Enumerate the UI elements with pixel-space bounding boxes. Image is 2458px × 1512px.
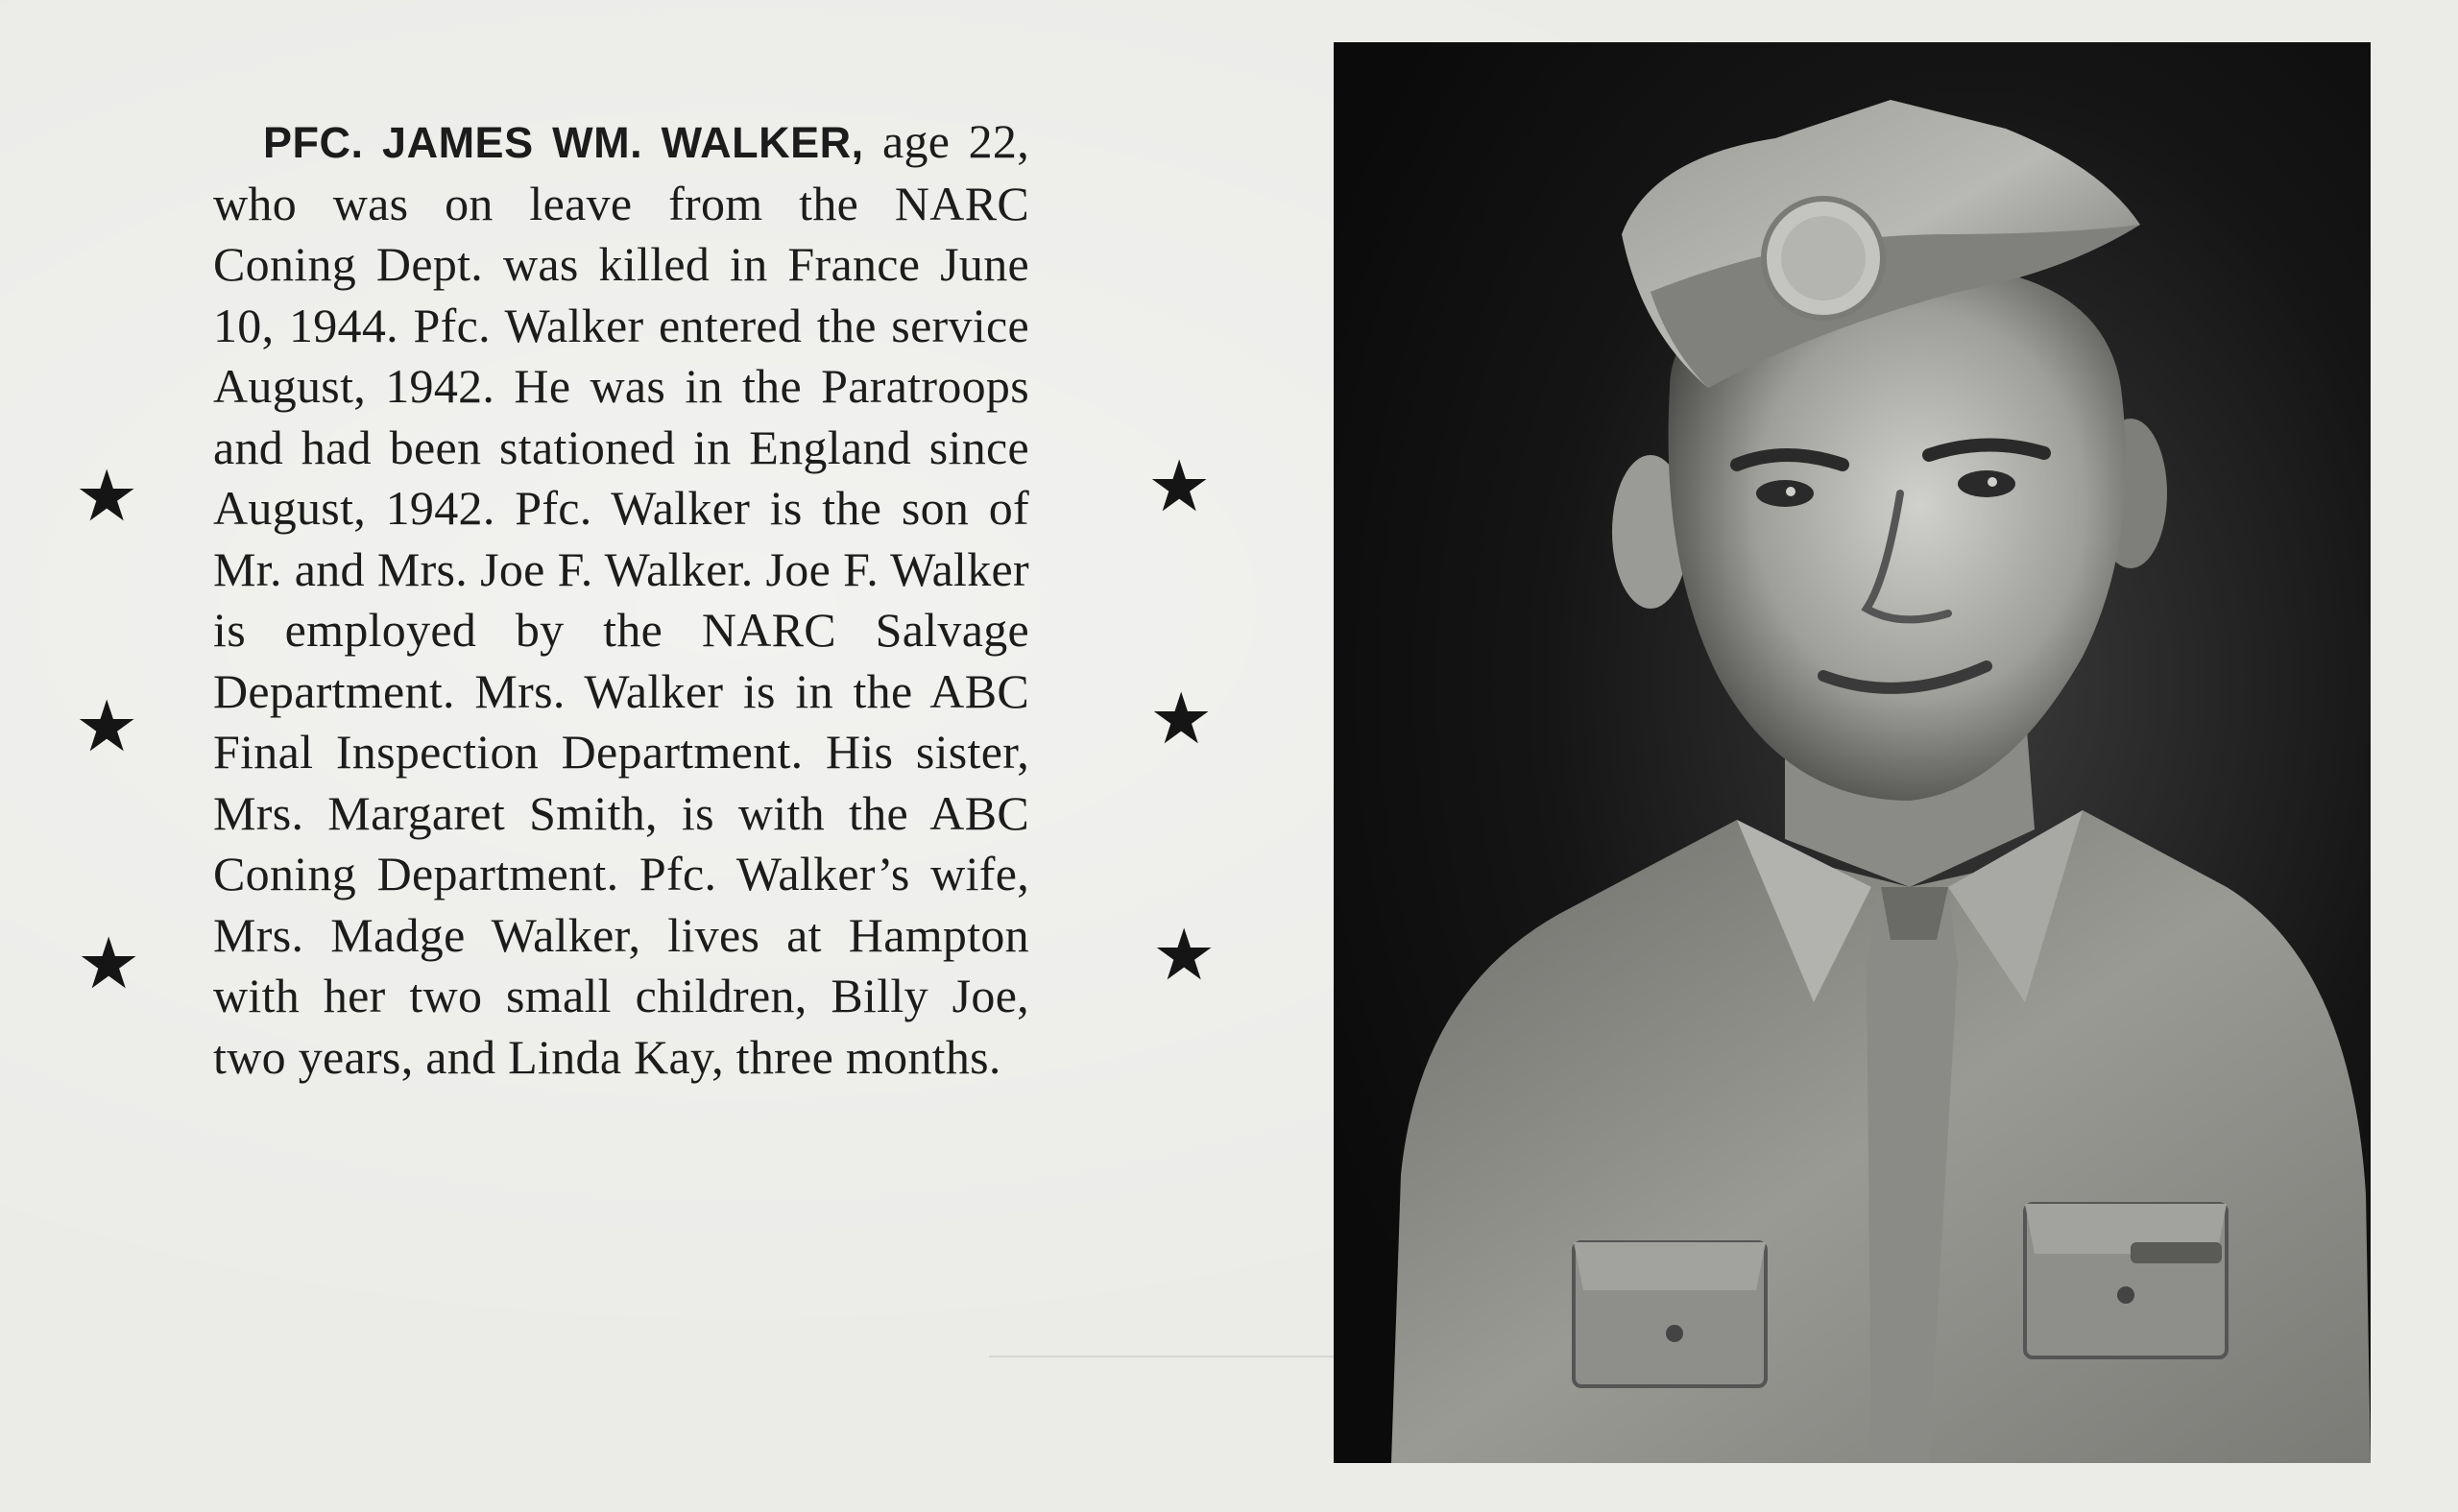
star-icon: ★ [1149, 678, 1214, 760]
article-body: age 22, who was on leave from the NARC Coning Dept. was killed in France June 10, 1944. Pfc. Walker entered the service August, 1942. He was in the Paratroops and had been stationed in England since August, 1942. Pfc. Walker is the son of Mr. and Mrs. Joe F. Walker. Joe F. Walker is employed by the NARC Salvage Department. Mrs. Walker is in the ABC Final Inspection Department. His sister, Mrs. Margaret Smith, is with the ABC Coning Department. Pfc. Walker’s wife, Mrs. Madge Walker, lives at Hampton with her two small children, Billy Joe, two years, and Linda Kay, three months. [213, 114, 1029, 1084]
article-paragraph [213, 111, 1029, 1088]
star-icon: ★ [1152, 914, 1217, 996]
star-icon: ★ [75, 685, 139, 768]
soldier-portrait-photo [1334, 42, 2371, 1463]
soldier-name: PFC. JAMES WM. WALKER, [263, 118, 864, 167]
star-icon: ★ [1147, 445, 1212, 528]
divider [989, 1356, 1335, 1357]
portrait-image [1334, 42, 2371, 1463]
star-icon: ★ [77, 923, 141, 1005]
obituary-article [213, 111, 1029, 1088]
star-icon: ★ [75, 455, 139, 538]
